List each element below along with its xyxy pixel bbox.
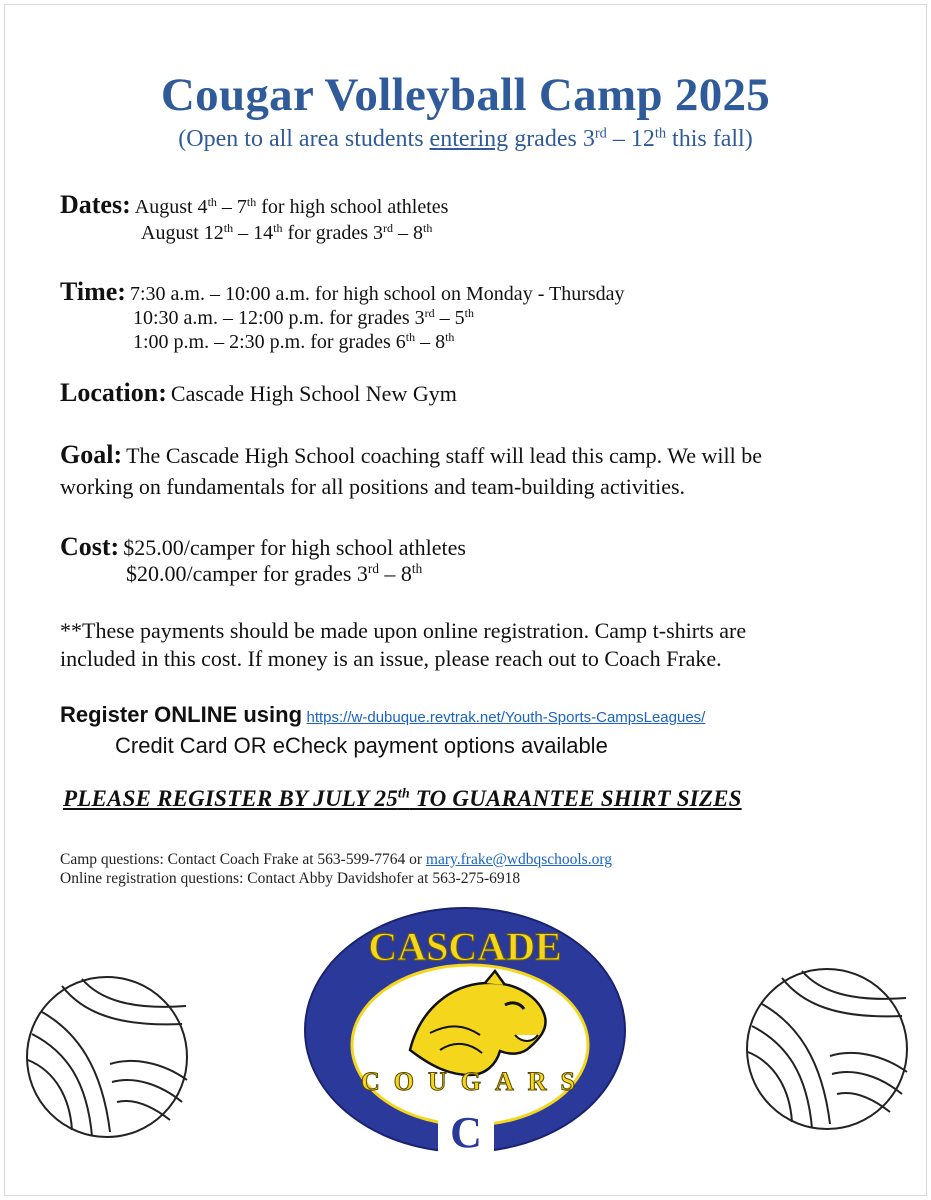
location-section bbox=[60, 378, 871, 408]
cost-line-2: $20.00/camper for grades 3rd – 8th bbox=[126, 561, 423, 586]
volleyball-right-icon bbox=[742, 964, 912, 1134]
logo-cascade-text: CASCADE bbox=[368, 924, 562, 969]
cost-label: Cost: bbox=[60, 532, 120, 561]
time-line-3: 1:00 p.m. – 2:30 p.m. for grades 6th – 8th bbox=[133, 329, 455, 353]
time-line-2: 10:30 a.m. – 12:00 p.m. for grades 3rd – 5th bbox=[133, 305, 474, 329]
goal-section bbox=[60, 440, 871, 470]
cost-line-1: $25.00/camper for high school athletes bbox=[123, 535, 466, 560]
location-label: Location: bbox=[60, 378, 167, 407]
online-registration-questions-line: Online registration questions: Contact Abby Davidshofer at 563-275-6918 bbox=[60, 870, 521, 887]
dates-line-1: August 4th – 7th for high school athletes bbox=[134, 194, 449, 218]
payment-note-line-2: included in this cost. If money is an issue, please reach out to Coach Frake. bbox=[60, 646, 722, 671]
cascade-cougars-logo bbox=[300, 905, 630, 1175]
payment-options-text: Credit Card OR eCheck payment options available bbox=[115, 733, 608, 758]
entering-underlined: entering bbox=[429, 126, 509, 152]
volleyball-left-icon bbox=[22, 972, 192, 1142]
goal-label: Goal: bbox=[60, 440, 123, 469]
logo-cougars-text: COUGARS bbox=[360, 1067, 590, 1096]
logo-letter-c: C bbox=[450, 1108, 482, 1157]
cost-section bbox=[60, 532, 871, 562]
time-line-1: 7:30 a.m. – 10:00 a.m. for high school on Monday - Thursday bbox=[129, 283, 625, 305]
goal-line-2: working on fundamentals for all positions and team-building activities. bbox=[60, 474, 686, 499]
location-text: Cascade High School New Gym bbox=[170, 381, 457, 406]
goal-line-1: The Cascade High School coaching staff will lead this camp. We will be bbox=[126, 443, 762, 468]
time-section bbox=[60, 277, 871, 307]
time-label: Time: bbox=[60, 277, 126, 306]
register-label: Register ONLINE using bbox=[60, 702, 303, 727]
register-row bbox=[60, 702, 705, 728]
payment-note-line-1: **These payments should be made upon online registration. Camp t-shirts are bbox=[60, 618, 747, 643]
dates-label: Dates: bbox=[60, 190, 131, 219]
coach-email-link[interactable]: mary.frake@wdbqschools.org bbox=[425, 851, 612, 868]
camp-questions-line: Camp questions: Contact Coach Frake at 563-599-7764 or mary.frake@wdbqschools.org bbox=[60, 851, 612, 868]
registration-link[interactable]: https://w-dubuque.revtrak.net/Youth-Sports-CampsLeagues/ bbox=[306, 709, 706, 726]
contact-info bbox=[60, 850, 612, 888]
dates-line-2: August 12th – 14th for grades 3rd – 8th bbox=[141, 220, 433, 244]
page-title: Cougar Volleyball Camp 2025 bbox=[160, 69, 771, 121]
page-subtitle: (Open to all area students entering grades 3rd – 12th this fall) bbox=[178, 125, 753, 152]
dates-section bbox=[60, 190, 871, 220]
register-deadline: PLEASE REGISTER BY JULY 25th TO GUARANTEE SHIRT SIZES bbox=[63, 785, 742, 811]
